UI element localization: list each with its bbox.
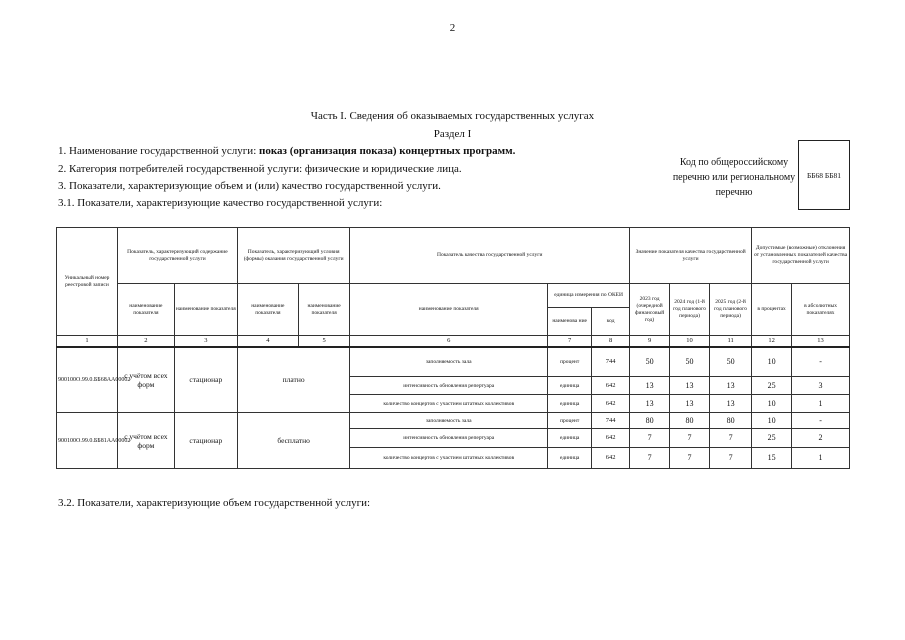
registry-number: 900100О.99.0.ББ81АА00002 — [57, 413, 118, 469]
value-2023: 13 — [630, 377, 670, 395]
column-number: 7 — [548, 336, 592, 347]
deviation-absolute: - — [792, 413, 850, 429]
unit-name: процент — [548, 413, 592, 429]
value-2024: 13 — [670, 377, 710, 395]
column-number: 12 — [752, 336, 792, 347]
unit-name: единица — [548, 377, 592, 395]
value-2023: 80 — [630, 413, 670, 429]
indicator-name: количество концертов с участием штатных коллективов — [350, 448, 548, 469]
indicator-name: интенсивность обновления репертуара — [350, 377, 548, 395]
page-number: 2 — [449, 22, 456, 34]
value-2023: 13 — [630, 395, 670, 413]
value-2023: 7 — [630, 448, 670, 469]
unit-code: 642 — [592, 448, 630, 469]
unit-code: 744 — [592, 347, 630, 377]
table-row — [57, 413, 850, 429]
header-condition-name-2: наименование показателя — [298, 284, 350, 336]
quality-indicators-heading: 3.1. Показатели, характеризующие качество государственной услуги: — [58, 197, 383, 209]
indicator-name: интенсивность обновления репертуара — [350, 429, 548, 448]
column-number: 1 — [57, 336, 118, 347]
column-number: 4 — [237, 336, 298, 347]
deviation-percent: 25 — [752, 377, 792, 395]
deviation-absolute: 1 — [792, 395, 850, 413]
header-condition-name-1: наименование показателя — [237, 284, 298, 336]
header-content: Показатель, характеризующий содержание государственной услуги — [117, 228, 237, 284]
unit-code: 744 — [592, 413, 630, 429]
header-percent: в процентах — [752, 284, 792, 336]
table-row — [57, 347, 850, 377]
deviation-absolute: 2 — [792, 429, 850, 448]
unit-name: единица — [548, 429, 592, 448]
content-value: с учётом всех форм — [117, 413, 174, 469]
payment-value: платно — [237, 347, 350, 413]
value-2025: 50 — [710, 347, 752, 377]
unit-code: 642 — [592, 429, 630, 448]
header-year-2024: 2024 год (1-й год планового периода) — [670, 284, 710, 336]
value-2025: 13 — [710, 377, 752, 395]
condition-value: стационар — [174, 347, 237, 413]
deviation-percent: 15 — [752, 448, 792, 469]
column-number: 6 — [350, 336, 548, 347]
payment-value: бесплатно — [237, 413, 350, 469]
volume-indicators-heading: 3.2. Показатели, характеризующие объем государственной услуги: — [58, 497, 371, 509]
content-value: с учётом всех форм — [117, 347, 174, 413]
quality-indicators-table — [56, 227, 850, 469]
value-2025: 13 — [710, 395, 752, 413]
unit-name: единица — [548, 395, 592, 413]
indicator-name: заполняемость зала — [350, 347, 548, 377]
deviation-absolute: 3 — [792, 377, 850, 395]
header-quality: Показатель качества государственной услуги — [350, 228, 630, 284]
registry-number: 900100О.99.0.ББ68АА00002 — [57, 347, 118, 413]
unit-name: процент — [548, 347, 592, 377]
value-2025: 7 — [710, 429, 752, 448]
value-2024: 7 — [670, 429, 710, 448]
header-deviation: Допустимые (возможные) отклонения от установленных показателей качества государственной услуги — [752, 228, 850, 284]
deviation-percent: 10 — [752, 395, 792, 413]
header-content-name-2: наименование показателя — [174, 284, 237, 336]
deviation-percent: 10 — [752, 347, 792, 377]
section-title: Раздел I — [433, 128, 472, 140]
column-number: 3 — [174, 336, 237, 347]
unit-code: 642 — [592, 377, 630, 395]
header-year-2023: 2023 год (очередной финансовый год) — [630, 284, 670, 336]
header-values: Значение показателя качества государственной услуги — [630, 228, 752, 284]
deviation-absolute: - — [792, 347, 850, 377]
registry-code-label: Код по общероссийскому перечню или региональному перечню — [672, 157, 796, 198]
value-2025: 7 — [710, 448, 752, 469]
header-row-2 — [57, 284, 850, 308]
part-title: Часть I. Сведения об оказываемых государственных услугах — [310, 110, 595, 122]
column-number: 9 — [630, 336, 670, 347]
column-number: 5 — [298, 336, 350, 347]
header-unit-name: наименова ние — [548, 308, 592, 336]
indicator-name: заполняемость зала — [350, 413, 548, 429]
service-name-value: показ (организация показа) концертных программ. — [259, 145, 516, 157]
header-content-name-1: наименование показателя — [117, 284, 174, 336]
deviation-percent: 10 — [752, 413, 792, 429]
value-2024: 50 — [670, 347, 710, 377]
column-number: 13 — [792, 336, 850, 347]
deviation-absolute: 1 — [792, 448, 850, 469]
unit-code: 642 — [592, 395, 630, 413]
value-2023: 7 — [630, 429, 670, 448]
deviation-percent: 25 — [752, 429, 792, 448]
header-conditions: Показатель, характеризующий условия (формы) оказания государственной услуги — [237, 228, 350, 284]
value-2025: 80 — [710, 413, 752, 429]
registry-code-box — [798, 140, 850, 210]
header-year-2025: 2025 год (2-й год планового периода) — [710, 284, 752, 336]
column-number: 10 — [670, 336, 710, 347]
value-2024: 80 — [670, 413, 710, 429]
condition-value: стационар — [174, 413, 237, 469]
value-2023: 50 — [630, 347, 670, 377]
value-2024: 7 — [670, 448, 710, 469]
header-unit-code: код — [592, 308, 630, 336]
value-2024: 13 — [670, 395, 710, 413]
column-number: 2 — [117, 336, 174, 347]
header-row-1 — [57, 228, 850, 284]
service-name-label: 1. Наименование государственной услуги: — [58, 145, 260, 157]
registry-code-value: ББ68 ББ81 — [806, 170, 842, 180]
indicator-name: количество концертов с участием штатных коллективов — [350, 395, 548, 413]
service-name-line — [58, 145, 515, 157]
header-indicator-name: наименование показателя — [350, 284, 548, 336]
header-unit: единица измерения по ОКЕИ — [548, 284, 630, 308]
column-number: 11 — [710, 336, 752, 347]
indicators-line: 3. Показатели, характеризующие объем и (или) качество государственной услуги. — [58, 180, 441, 192]
column-number: 8 — [592, 336, 630, 347]
column-numbers-row — [57, 336, 850, 347]
unit-name: единица — [548, 448, 592, 469]
header-absolute: в абсолютных показателях — [792, 284, 850, 336]
consumer-category-line: 2. Категория потребителей государственной услуги: физические и юридические лица. — [58, 163, 462, 175]
header-registry: Уникальный номер реестровой записи — [57, 228, 118, 336]
